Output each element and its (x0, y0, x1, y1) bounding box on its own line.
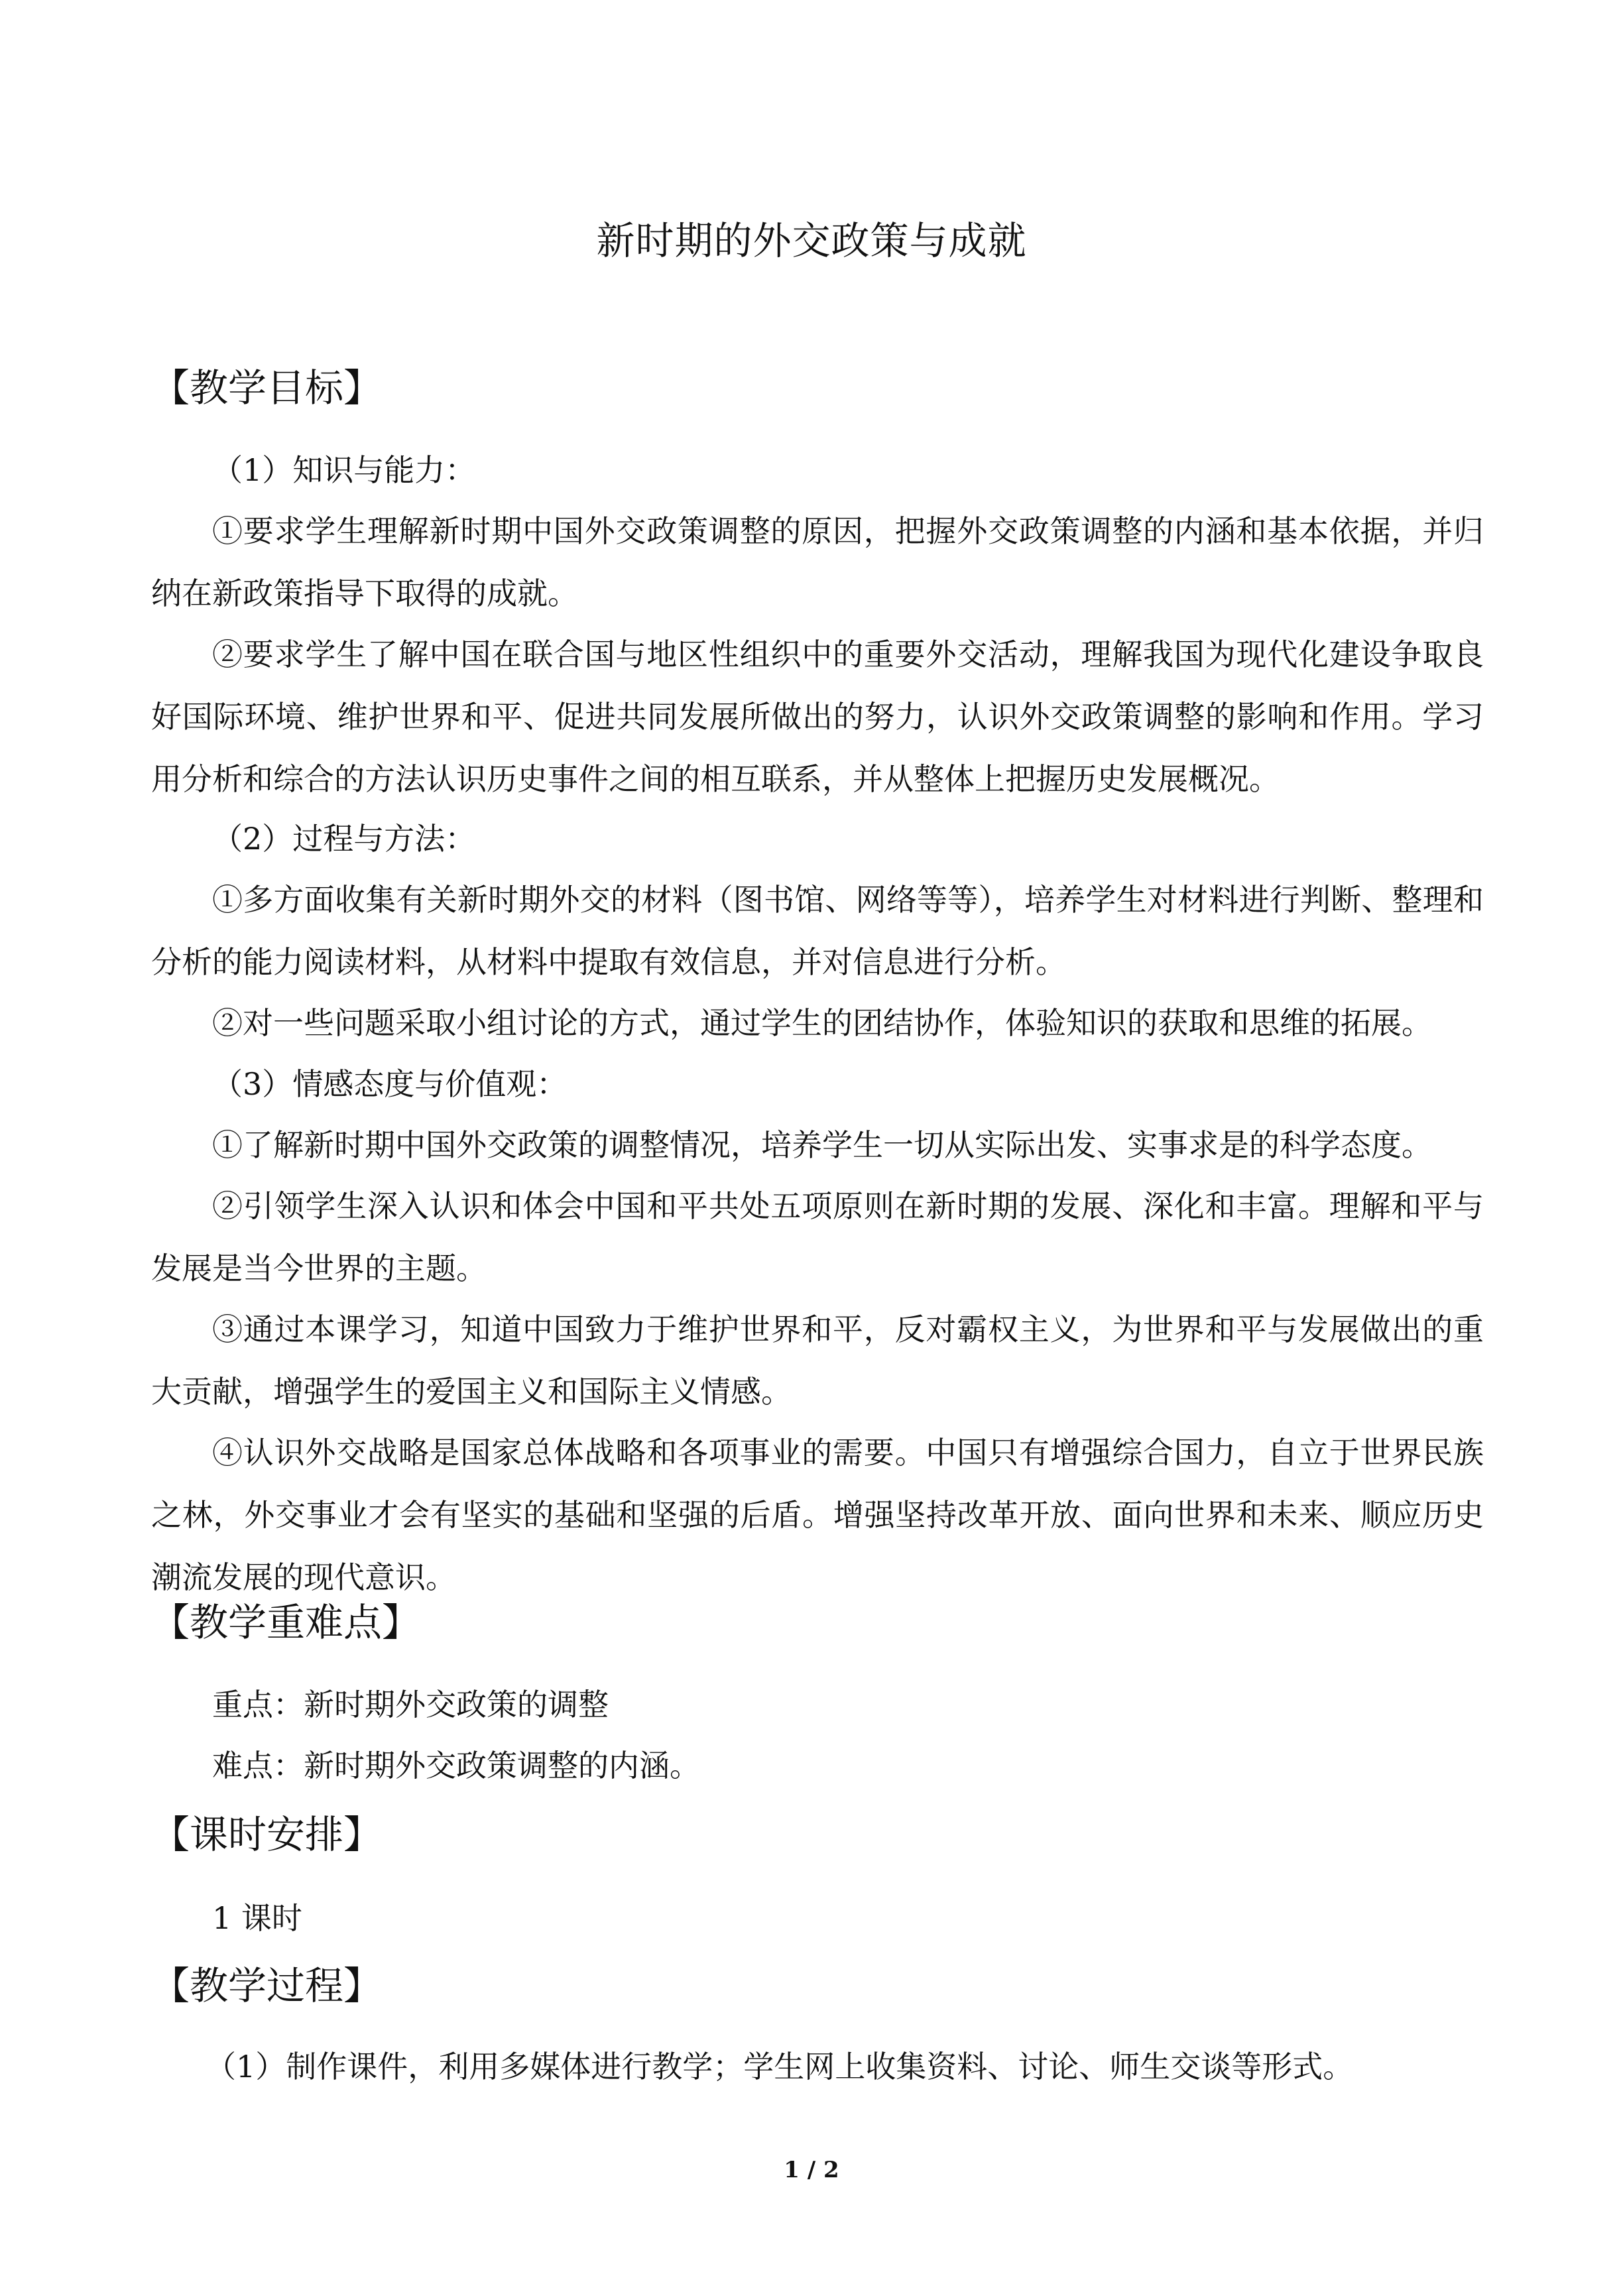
knowledge-item-2: ②要求学生了解中国在联合国与地区性组织中的重要外交活动，理解我国为现代化建设争取良好国际环境、维护世界和平、促进共同发展所做出的努力，认识外交政策调整的影响和作用。学习用分析和综合的方法认识历史事件之间的相互联系，并从整体上把握历史发展概况。 (151, 636, 1484, 797)
key-point-focus: 重点：新时期外交政策的调整 (212, 1687, 609, 1722)
section-heading-process: 【教学过程】 (151, 1963, 383, 2008)
values-item-4: ④认识外交战略是国家总体战略和各项事业的需要。中国只有增强综合国力，自立于世界民族之林，外交事业才会有坚实的基础和坚强的后盾。增强坚持改革开放、面向世界和未来、顺应历史潮流发展的现代意识。 (151, 1435, 1484, 1595)
section-heading-key-points: 【教学重难点】 (151, 1600, 421, 1645)
values-item-1: ①了解新时期中国外交政策的调整情况，培养学生一切从实际出发、实事求是的科学态度。 (212, 1127, 1432, 1163)
values-item-3: ③通过本课学习，知道中国致力于维护世界和平，反对霸权主义，为世界和平与发展做出的重大贡献，增强学生的爱国主义和国际主义情感。 (151, 1311, 1484, 1410)
section-heading-schedule: 【课时安排】 (151, 1812, 383, 1857)
section-heading-objectives: 【教学目标】 (151, 365, 383, 410)
schedule-duration: 1 课时 (212, 1900, 302, 1936)
process-method-item-2: ②对一些问题采取小组讨论的方式，通过学生的团结协作，体验知识的获取和思维的拓展。 (212, 1005, 1432, 1041)
process-method-label: （2）过程与方法： (212, 821, 476, 857)
knowledge-label: （1）知识与能力： (212, 452, 476, 488)
page-title: 新时期的外交政策与成就 (596, 218, 1027, 263)
knowledge-item-1: ①要求学生理解新时期中国外交政策调整的原因，把握外交政策调整的内涵和基本依据，并归纳在新政策指导下取得的成就。 (151, 513, 1484, 611)
key-point-difficulty: 难点：新时期外交政策调整的内涵。 (212, 1748, 700, 1783)
values-item-2: ②引领学生深入认识和体会中国和平共处五项原则在新时期的发展、深化和丰富。理解和平与发展是当今世界的主题。 (151, 1188, 1484, 1286)
process-method-item-1: ①多方面收集有关新时期外交的材料（图书馆、网络等等），培养学生对材料进行判断、整理和分析的能力阅读材料，从材料中提取有效信息，并对信息进行分析。 (151, 882, 1484, 980)
process-step-1: （1）制作课件，利用多媒体进行教学；学生网上收集资料、讨论、师生交谈等形式。 (206, 2049, 1354, 2085)
values-label: （3）情感态度与价值观： (212, 1066, 568, 1102)
page-number: 1 / 2 (784, 2157, 839, 2183)
